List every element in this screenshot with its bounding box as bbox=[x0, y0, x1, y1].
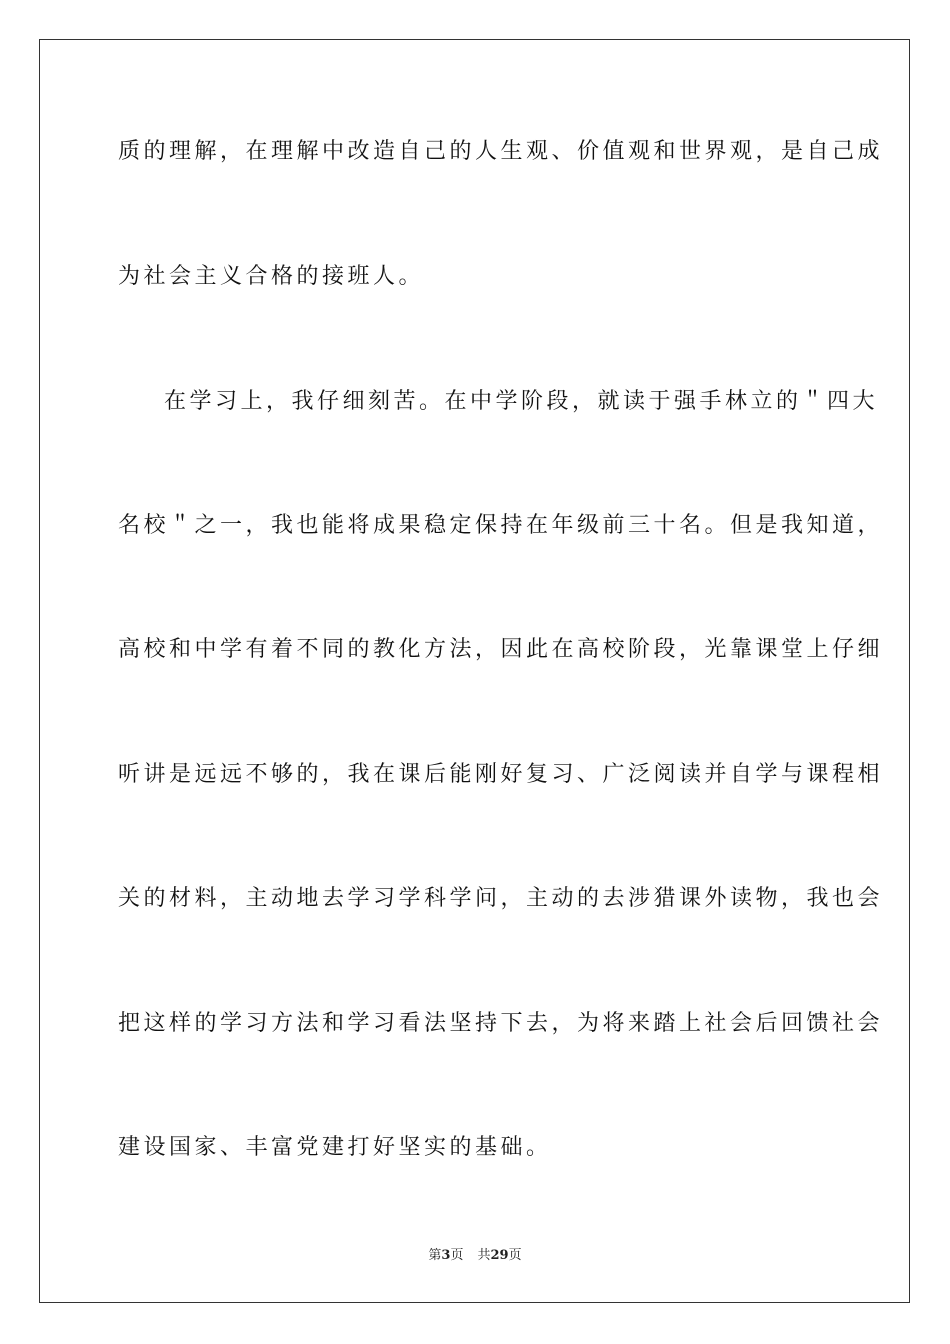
total-prefix: 共 bbox=[477, 1248, 491, 1263]
page-prefix: 第 bbox=[428, 1248, 442, 1263]
page-border bbox=[39, 39, 910, 1303]
total-pages: 29 bbox=[490, 1248, 509, 1263]
page-number: 3 bbox=[441, 1248, 451, 1263]
text-line-2: 为社会主义合格的接班人。 bbox=[118, 264, 425, 289]
text-line-7: 关的材料，主动地去学习学科学问，主动的去涉猎课外读物，我也会 bbox=[118, 886, 884, 911]
total-suffix: 页 bbox=[508, 1248, 522, 1263]
text-line-8: 把这样的学习方法和学习看法坚持下去，为将来踏上社会后回馈社会 bbox=[118, 1011, 884, 1036]
text-line-4: 名校＂之一，我也能将成果稳定保持在年级前三十名。但是我知道， bbox=[118, 513, 884, 538]
text-line-1: 质的理解，在理解中改造自己的人生观、价值观和世界观，是自己成 bbox=[118, 139, 884, 164]
text-line-9: 建设国家、丰富党建打好坚实的基础。 bbox=[118, 1135, 552, 1160]
page-suffix: 页 bbox=[450, 1248, 464, 1263]
page-footer bbox=[0, 1247, 950, 1265]
text-line-5: 高校和中学有着不同的教化方法，因此在高校阶段，光靠课堂上仔细 bbox=[118, 637, 884, 662]
paragraph-line-3: 在学习上，我仔细刻苦。在中学阶段，就读于强手林立的＂四大 bbox=[164, 389, 879, 414]
text-line-6: 听讲是远远不够的，我在课后能刚好复习、广泛阅读并自学与课程相 bbox=[118, 762, 884, 787]
